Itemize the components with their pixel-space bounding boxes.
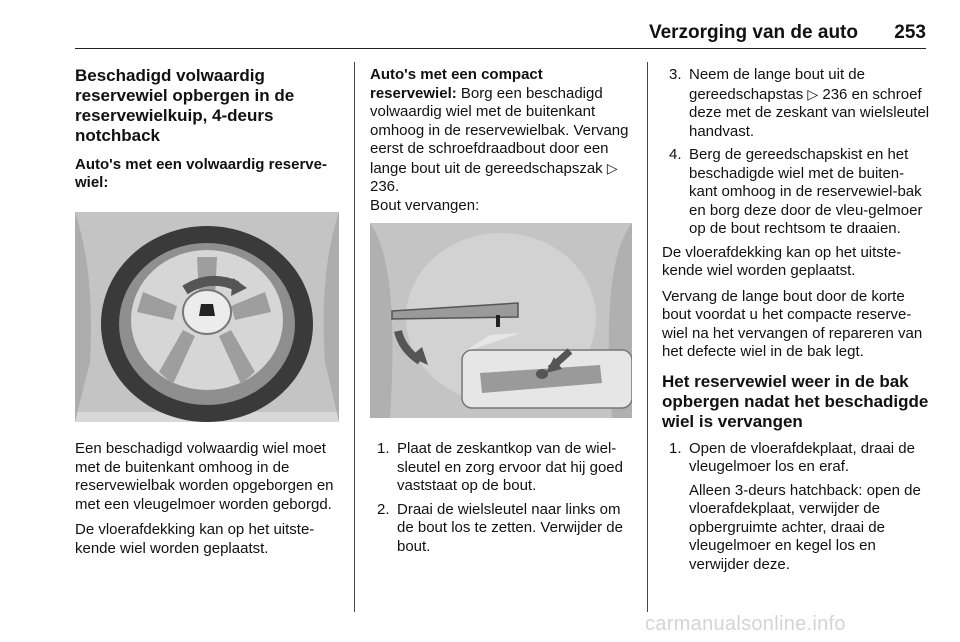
compact-spare-lead: Auto's met een compact reservewiel:: [370, 66, 543, 102]
list-item: [662, 66, 930, 141]
column-1: [75, 66, 343, 558]
step-text: Berg de gereedschapskist en het beschadigde wiel met de buiten-kant omhoog in de reservewiel-bak en borg deze door de vleu-gelmoer op de bout rechtsom te draaien.: [689, 146, 923, 237]
step-number: 2.: [377, 500, 390, 518]
list-item: [662, 146, 930, 239]
spare-wheel-illustration: [75, 212, 339, 422]
bolt-steps-list: [370, 440, 632, 556]
step-text-continued: en schroef deze met de zeskant van wielsleutel handvast.: [689, 85, 930, 140]
step-number: 1.: [377, 440, 390, 457]
triangle-right-icon: ▷: [807, 85, 819, 102]
col1-paragraph-2: De vloerafdekking kan op het uitste-kende wiel worden geplaatst.: [75, 521, 315, 557]
step-text: Draai de wielsleutel naar links om de bout los te zetten. Verwijder de bout.: [397, 500, 623, 555]
compact-spare-paragraph: [370, 66, 632, 215]
running-header: [640, 22, 926, 50]
list-item: [662, 440, 930, 575]
bolt-steps-list-continued: [662, 66, 930, 239]
section-heading-2: Het reservewiel weer in de bak opbergen nadat het beschadigde wiel is vervangen: [662, 371, 929, 431]
column-divider-1: [354, 62, 355, 612]
watermark: carmanualsonline.info: [645, 613, 846, 635]
step-text: Plaat de zeskantkop van de wiel-sleutel en zorg ervoor dat hij goed vaststaat op de bout.: [397, 440, 623, 494]
step-number: 1.: [669, 439, 682, 457]
column-divider-2: [647, 62, 648, 612]
col3-paragraph-1: De vloerafdekking kan op het uitste-kende wiel worden geplaatst.: [662, 243, 902, 279]
page-number: 253: [894, 22, 926, 43]
step-number: 4.: [669, 146, 682, 163]
list-item: [370, 501, 632, 557]
header-title: Verzorging van de auto: [648, 22, 858, 43]
step-number: 3.: [669, 66, 682, 83]
spare-wheel-drawing: [75, 212, 339, 422]
col3-paragraph-2: Vervang de lange bout door de korte bout voordat u het compacte reserve-wiel na het vervangen of repareren van het defecte wiel in de bak legt.: [662, 287, 923, 360]
step-subtext: Alleen 3-deurs hatchback: open de vloerafdekplaat, verwijder de opbergruimte achter, draai de vleugelmoer en kegel los en verwijder deze.: [689, 481, 921, 573]
restore-steps-list: [662, 440, 930, 575]
step-text: Neem de lange bout uit de gereedschapstas: [689, 66, 865, 103]
column-2: [370, 66, 632, 561]
ref-page-236: 236: [822, 85, 848, 103]
step-text: Open de vloerafdekplaat, draai de vleugelmoer los en eraf.: [689, 439, 915, 475]
column-3: [662, 66, 930, 579]
section-heading-1: Beschadigd volwaardig reservewiel opbergen in de reservewielkuip, 4-deurs notchback: [75, 66, 295, 145]
compact-spare-text: Borg een beschadigd volwaardig wiel met de buitenkant omhoog in de reservewielbak. Vervang eerst de schroefdraadbout door een lange bout uit de gereedschapszak: [370, 84, 629, 177]
subheading-full-spare: Auto's met een volwaardig reserve-wiel:: [75, 156, 327, 191]
ref-page-236: 236.: [370, 178, 400, 195]
bolt-replacement-illustration: [370, 223, 632, 418]
header-rule: [75, 48, 926, 49]
triangle-right-icon: ▷: [606, 159, 618, 176]
bolt-replacement-drawing: [370, 223, 632, 418]
col1-paragraph-1: Een beschadigd volwaardig wiel moet met de buitenkant omhoog in de reservewielbak worden opgeborgen en met een vleugelmoer worden geborgd.: [75, 440, 334, 513]
list-item: [370, 440, 632, 496]
bolt-replace-label: Bout vervangen:: [370, 196, 480, 214]
